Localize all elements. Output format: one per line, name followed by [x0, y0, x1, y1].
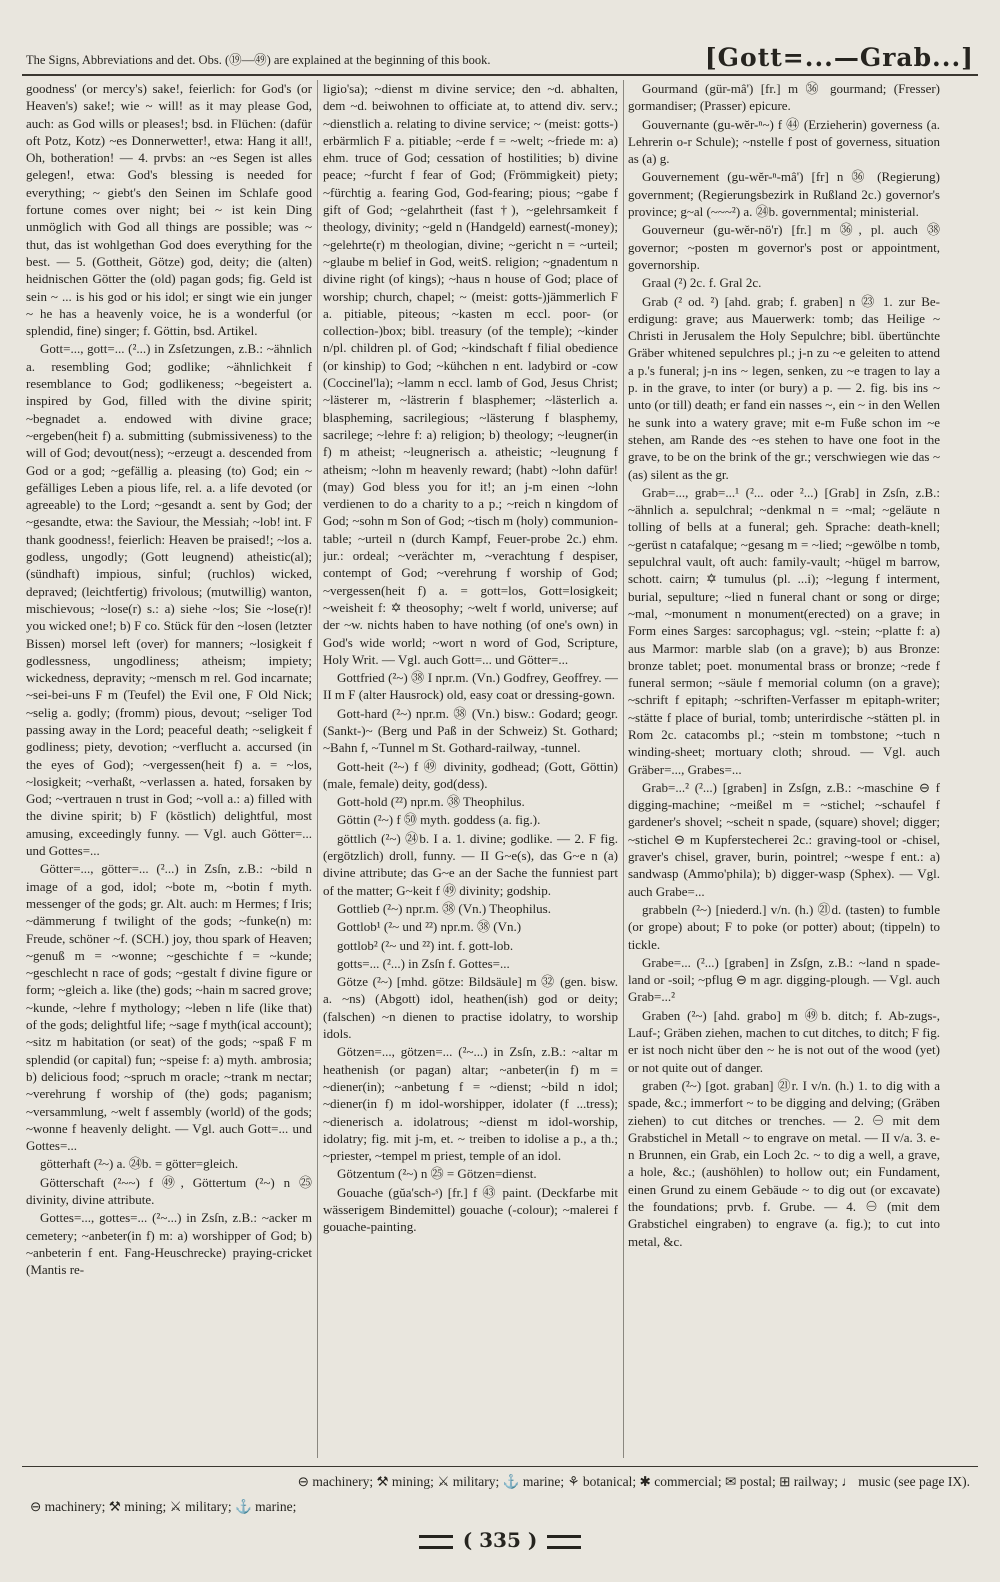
column-3 — [628, 80, 940, 1458]
entry-gouverneur: Gouverneur (gu-wĕr-nö'r) [fr.] m ㊱, pl. auch ㊳ governor; ~posten m governor's post or appointment, governorship. — [628, 222, 940, 272]
entry-gottfried: Gottfried (²~) ㊳ I npr.m. (Vn.) Godfrey, Geoffrey. — II m F (alter Hausrock) old, easy coat or dressing-gown. — [323, 670, 618, 703]
entry-gottlieb: Gottlieb (²~) npr.m. ㊳ (Vn.) Theophilus. — [337, 900, 551, 916]
entry-goettlich: göttlich (²~) ㉔b. I a. 1. divine; godlike. — 2. F fig. (ergötzlich) droll, funny. — II G~e(s), das G~e n (a) divine attribute; das G~e an der Sache the funniest part of the matter; G~keit f ㊾ divinity; godship. — [323, 830, 618, 898]
entry-grab-compounds-1: Grab=..., grab=...¹ (²... oder ²...) [Grab] in Zsſn, z.B.: ~ähnlich a. sepulchral; ~denkmal n = ~mal; ~geläute n tolling of bells at a funeral; geh. Sprache: death-knell; ~gerüst n catafalque; ~gesang m = ~lied; ~gewölbe n tomb, sepulchral vault, oft auch: family-vault; ~hügel m barrow, schott. cairn; ✡ tumulus (pl. ...i); ~legung f interment, burial, sepulture; ~lied n funeral chant or song or dirge; ~mal, ~monument n monument(erected) on a grave; in Form eines Sarges: sarcophagus; vgl. ~stein; ~platte f: a) aus Marmor: marble slab (on a grave); b) aus Bronze: bronze tablet; poet. monumental brass or bronze; ~rede f funeral sermon; ~säule f memorial column (on a grave); ~schrift f epitaph; ~schriften-Verfasser m epitaph-writer; ~stätte f place of burial, tomb; unterirdische ~stätten pl. in Rom 2c. catacombs pl.; ~stein m tombstone; ~tuch n winding-sheet; mortuary cloth; shroud. — Vgl. auch Gräber=..., Grabes=... — [628, 484, 940, 777]
entry-grab: Grab (² od. ²) [ahd. grab; f. graben] n ㉓ 1. zur Be-erdigung: grave; aus Mauerwerk: tomb; das Heilige ~ Christi in Jerusalem the Holy Sepulchre; bibl. übertünchte Gräber whitened sepulchres pl.; j-n zu ~e geleiten to attend a p.'s funeral; j-n ins ~ legen, senken, zu ~e tragen to lay a p. in the grave, to inter (or bury) a p. — 2. fig. bis ins ~ unto (or till) death; er fand ein nasses ~, ein ~ in den Wellen he sunk into a watery grave; mit e-m Fuße schon im ~e stehen, am Rande des ~es stehen to have one foot in the grave, to be on the brink of the gr.; verschwiegen wie das ~ (as) silent as the gr. — [628, 293, 940, 482]
entry-paragraph: ligio'sa); ~dienst m divine service; den ~d. abhalten, dem ~d. beiwohnen to officiate at, to attend div. serv.; ~dienstlich a. relating to divine service; ~ (meist: gotts-) erbärmlich F a. pitiable; ~erde f = ~welt; ~friede m: a) ehm. truce of God; cessation of hostilities; b) divine peace; ~furcht f fear of God; (Frömmigkeit) piety; ~fürchtig a. fearing God, God-fearing; pious; ~gabe f gift of God; ~gelahrtheit (fast †), ~gelehrsamkeit f theology, divinity; ~geld n (Handgeld) earnest(-money); ~gelehrte(r) m theologian, divine; ~gericht n = ~urteil; ~glaube m belief in God, weitS. religion; ~gnadentum n divine right (of kings); ~haus n house of God; place of worship; church, chapel; ~ (meist: gotts-)jämmerlich F a. pitiable, piteous; ~kasten m eccl. poor- (or collection-)box; bibl. treasury (of the temple); ~kinder n/pl. children pl. of God; ~kindschaft f filial obedience (or kinship) to God; ~kühchen n ent. ladybird or -cow (Coccinel'la); ~lamm n eccl. lamb of God, Jesus Christ; ~lästerer m, ~lästrerin f blasphemer; ~lästerlich a. blaspheming, sacrilegious; ~lästerung f blasphemy, sacrilege; ~lehre f: a) religion; b) theology; ~leugner(in f) m atheist; ~leugnerisch a. atheistic; ~leugnung f atheism; ~lohn m heavenly reward; (habt) ~lohn dafür! (may) God bless you for it!; an j-m einen ~lohn verdienen to do a charity to a p.; ~reich n kingdom of God; ~sohn m Son of God; ~tisch m (holy) communion-table; ~urteil n (durch Kampf, Feuer-probe 2c.) ehm. jur.: ordeal; ~verächter m, ~verachtung f despiser, contempt of God; ~verehrung f worship of God; ~vergessen(heit f) a. = gott=los, Gott=losigkeit; ~weisheit f: ✡ theosophy; ~welt f world, universe; auf der ~w. nichts haben to have nothing (of one's own) in God's wide world; ~wort n word of God, Scripture, Holy Writ. — Vgl. auch Gott=... und Götter=... — [323, 81, 618, 667]
entry-goetterhaft: götterhaft (²~) a. ㉔b. = götter=gleich. — [40, 1156, 239, 1172]
entry-gottlob-1: Gottlob¹ (²~ und ²²) npr.m. ㊳ (Vn.) — [337, 919, 522, 935]
ornament-bars-left — [419, 1535, 453, 1549]
running-head: [Gott=...—Grab...] — [704, 43, 974, 72]
page-number — [0, 1528, 1000, 1552]
entry-graal: Graal (²) 2c. f. Gral 2c. — [642, 275, 762, 291]
entry-gotthold: Gott-hold (²²) npr.m. ㊳ Theophilus. — [337, 794, 525, 810]
footer-rule — [22, 1466, 978, 1467]
entry-grab-compounds-2: Grab=...² (²...) [graben] in Zsſgn, z.B.: ~maschine ⊖ f digging-machine; ~meißel m = ~stichel; ~schaufel f gardener's shovel; ~scheit n spade, (square) shovel; digger; ~stichel ⊖ m Kupferstecherei 2c.: graving-tool or -chisel, graver's chisel, graver, burin, pointrel; ~wespe f ent.: a) sandwasp (Ammo'phila); b) digger-wasp (Sphex). — Vgl. auch Grabe=... — [628, 779, 940, 899]
column-1 — [26, 80, 312, 1458]
abbreviations-note: The Signs, Abbreviations and det. Obs. (⑲—㊾) are explained at the beginning of this book. — [26, 53, 491, 67]
entry-gottheit: Gott-heit (²~) f ㊾ divinity, godhead; (Gott, Göttin) (male, female) deity, god(dess). — [323, 758, 618, 791]
entry-gourmand: Gourmand (gür-mâ') [fr.] m ㊱ gourmand; (Fresser) gormandiser; (Prasser) epicure. — [628, 81, 940, 114]
entry-graben-verb: graben (²~) [got. graban] ㉑r. I v/n. (h.) 1. to dig with a spade, &c.; immerfort ~ to be digging and delving; (Gräben ziehen) to cut ditches or trenches. — 2. ⊖ mit dem Grabstichel in Metall ~ to engrave on metal. — II v/a. 3. e-n Brunnen, ein Grab, ein Loch 2c. ~ to dig a well, a grave, a hole, &c.; (aushöhlen) to hollow out; ein Fundament, einen Grund zu einem Gebäude ~ to dig out (or excavate) the foundations; prvb. f. Grube. — 4. ⊖ (mit dem Grabstichel eingraben) to engrave (a. fig.); to cut into metal, &c. — [628, 1077, 940, 1249]
entry-gouvernement: Gouvernement (gu-wĕr-ⁿ-mâ') [fr] n ㊱ (Regierung) government; (Regierungsbezirk in Rußland 2c.) governor's province; g~al (~~~²) a. ㉔b. governmental; ministerial. — [628, 169, 940, 220]
entry-goetze: Götze (²~) [mhd. götze: Bildsäule] m ㉜ (gen. bisw. a. ~ns) (Abgott) idol, heathen(ish) god or deity; (falschen) ~n dienen to practise idolatry, to worship idols. — [323, 974, 618, 1042]
entry-paragraph: goodness' (or mercy's) sake!, feierlich: for God's (or Heaven's) sake!; wie ~ will! as it may please God, auch: as God wills or pleases!; bsd. in Flüchen: (dafür oft Potz, Kotz) ~es Donnerwetter!, etwa: Hang it all!, Oh, botheration! — 4. prvbs: an ~es Segen ist alles gelegen!, etwa: God's blessing is needed for everything; ~ giebt's den Seinen im Schlafe good fortune comes over night; bei ~ ist kein Ding unmöglich with God all things are possible; was ~ thut, das ist wohlgethan God does everything for the best. — 5. (Gottheit, Götze) god, deity; die (alten) heidnischen Götter the (old) pagan gods; fig. Geld ist sein ~ ... is his god or his idol; er singt wie ein junger ~ he has a heavenly voice, he is a wonderful (or splendid, fine) singer; f. Göttin, bsd. Artikel. — [26, 81, 312, 339]
entry-goetzentum: Götzentum (²~) n ㉕ = Götzen=dienst. — [337, 1166, 537, 1182]
header-rule — [22, 74, 978, 76]
entry-goetter: Götter=..., götter=... (²...) in Zsſn, z.B.: ~bild n image of a god, idol; ~bote m, ~botin f myth. messenger of the gods; gr. Alt. auch: m Hermes; f Iris; ~dämmerung f twilight of the gods; ~funke(n) m: Freude, schöner ~f. (SCH.) joy, thou spark of Heaven; ~genuß m = ~wonne; ~geschichte f = ~kunde; ~geschlecht n race of gods; ~gestalt f divine figure or form; ~gleich a. like (the) gods; ~hain m sacred grove; ~kunde, ~lehre f mythology; ~leben n life (like that) of the gods; delightful life; ~sage f myth(ical account); ~sitz m habitation (or seat) of the gods; ~spaß F m splendid (or capital) fun; ~speise f: a) myth. ambrosia; b) delicious food; ~spruch m oracle; ~trank m nectar; ~verehrung f worship of (the) gods; paganism; ~versammlung, ~welt f assembly (world) of the gods; ~wonne f heavenly delight. — Vgl. auch Gott=... und Gottes=... — [26, 861, 312, 1154]
column-divider — [317, 80, 318, 1458]
entry-gott: Gott=..., gott=... (²...) in Zsſetzungen, z.B.: ~ähnlich a. resembling God; godlike; ~ähnlichkeit f resemblance to God; godlikeness; ~begeistert a. inspired by God, filled with the divine spirit; ~begnadet a. endowed with divine grace; ~ergeben(heit f) a. submitting (submissiveness) to the will of God; devout(ness); ~erzeugt a. descended from God or a god; ~gefällig a. pleasing (to) God; ein ~ gefälliges Leben a pious life, rel. a. a life devoted (or agreeable) to the Lord; ~gesandt a. sent by God; der ~gesandte, etwa: the Saviour, the Messiah; ~lob! int. F thank goodness!, feierlich: Heaven be praised!; ~los a. godless, ungodly; (Gott leugnend) atheistic(al); (sündhaft) impious, sinful; (ruchlos) wicked, depraved; (leichtfertig) frivolous; (mutwillig) wanton, mischievous; ~lose(r) s.: a) siehe ~los; Sie ~lose(r)! you wicked one!; b) F co. Stück für den ~losen (letzter Bissen) morsel left (over) for manners; ~losigkeit f godlessness, ungodliness; atheism; impiety; wickedness, depravity; ~mensch m rel. God incarnate; ~sei-bei-uns F m (Teufel) the Evil one, F Old Nick; ~selig a. godly; (fromm) pious, devout; ~seliger Tod passing away in the Lord; peaceful death; ~seligkeit f godliness; piety, devotion; ~verflucht a. accursed (in the eyes of God); ~vergessen(heit f) a. = ~los, ~losigkeit; ~verhaßt, ~verlassen a. hated, forsaken by God; ~vertrauen n trust in God; ~voll a.: a) filled with the divine spirit; b) F (köstlich) delightful, most amusing, exceedingly funny. — Vgl. auch Götter=... und Gottes=... — [26, 341, 312, 859]
column-divider — [623, 80, 624, 1458]
entry-gottlob-2: gottlob² (²~ und ²²) int. f. gott-lob. — [337, 937, 514, 953]
entry-goettin: Göttin (²~) f ㊿ myth. goddess (a. fig.). — [337, 812, 541, 828]
ornament-bars-right — [547, 1535, 581, 1549]
entry-gotthard: Gott-hard (²~) npr.m. ㊳ (Vn.) bisw.: Godard; geogr. (Sankt-)~ (Berg und Paß in der Schweiz) St. Gothard; ~Bahn f, ~Tunnel m St. Gothard-railway, -tunnel. — [323, 705, 618, 756]
entry-graben-noun: Graben (²~) [ahd. grabo] m ㊾b. ditch; f. Ab-zugs-, Lauf-; Gräben ziehen, machen to cut ditches, to ditch; F fig. er ist noch nicht über den ~ he is not out of the wood (yet) or not quite out of danger. — [628, 1007, 940, 1075]
entry-grabbeln: grabbeln (²~) [niederd.] v/n. (h.) ㉑d. (tasten) to fumble (or grope) about; F to poke (or potter) about; (tippeln) to tickle. — [628, 901, 940, 952]
symbol-legend-line-2: ⊖ machinery; ⚒ mining; ⚔ military; ⚓ marine; — [30, 1499, 297, 1514]
entry-goetterschaft: Götterschaft (²~~) f ㊾, Göttertum (²~) n ㉕ divinity, divine attribute. — [26, 1174, 312, 1207]
entry-gotts: gotts=... (²...) in Zsſn f. Gottes=... — [337, 955, 510, 971]
column-2 — [323, 80, 618, 1458]
entry-grabe: Grabe=... (²...) [graben] in Zsſgn, z.B.: ~land n spade-land or -soil; ~pflug ⊖ m agr. digging-plough. — Vgl. auch Grab=...² — [628, 954, 940, 1005]
page-number-text: ( 335 ) — [462, 1528, 538, 1552]
symbol-legend-line-1: ⊖ machinery; ⚒ mining; ⚔ military; ⚓ marine; ⚘ botanical; ✱ commercial; ✉ postal; ⊞ railway; ♩ music (see page IX). — [297, 1474, 970, 1489]
entry-gottes: Gottes=..., gottes=... (²~...) in Zsſn, z.B.: ~acker m cemetery; ~anbeter(in f) m: a) worshipper of God; b) ~anbeterin f ent. Fang-Heuschrecke) praying-cricket (Mantis re- — [26, 1210, 312, 1278]
entry-gouvernante: Gouvernante (gu-wĕr-ⁿ~) f ㊹ (Erzieherin) governess (a. Lehrerin o-r Schule); ~nstelle f post of governess, situation as (a) g. — [628, 116, 940, 167]
page-header — [22, 30, 978, 72]
entry-gouache: Gouache (gŭa'sch-ˢ) [fr.] f ㊸ paint. (Deckfarbe mit wässerigem Bindemittel) gouache (-colour); ~malerei f gouache-painting. — [323, 1184, 618, 1235]
entry-goetzen: Götzen=..., götzen=... (²~...) in Zsſn, z.B.: ~altar m heathenish (or pagan) altar; ~anbeter(in f) m = ~diener(in); ~anbetung f = ~dienst; ~bild n idol; ~diener(in f) m idol-worshipper, idolater (f ...tress); ~dienerisch a. idolatrous; ~dienst m idol-worship, idolatry; fig. mit j-m, et. ~ treiben to idolise a p., a th.; ~priester, ~tempel m priest, temple of an idol. — [323, 1044, 618, 1164]
